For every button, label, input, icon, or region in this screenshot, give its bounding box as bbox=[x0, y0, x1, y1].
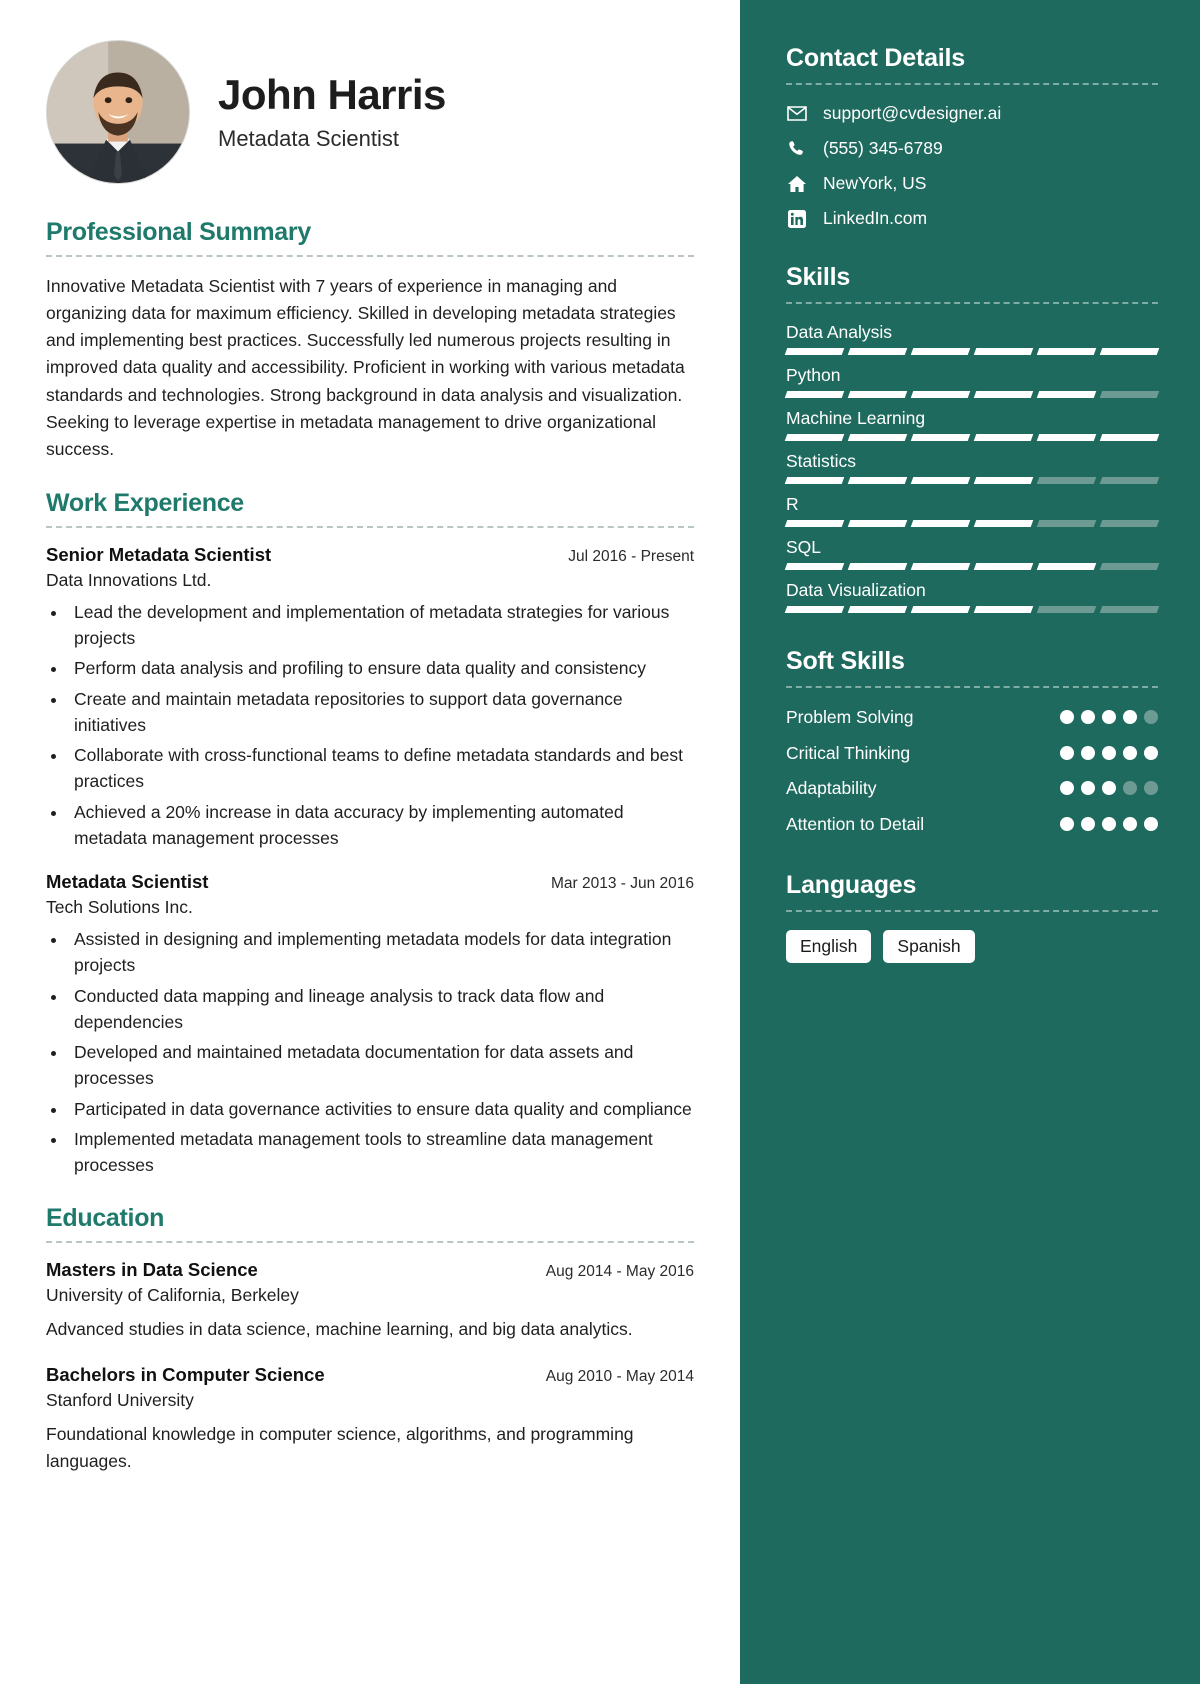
list-item: • Lead the development and implementation of metadata strategies for various projects bbox=[68, 599, 694, 652]
divider bbox=[786, 910, 1158, 912]
skill-level-bar bbox=[786, 477, 1158, 484]
contact-value: (555) 345-6789 bbox=[823, 138, 943, 158]
entry-description: Foundational knowledge in computer science, algorithms, and programming languages. bbox=[46, 1423, 634, 1471]
list-item: • Perform data analysis and profiling to ensure data quality and consistency bbox=[68, 655, 694, 681]
entry-organization: Tech Solutions Inc. bbox=[46, 897, 193, 918]
divider bbox=[786, 83, 1158, 85]
section-professional-summary bbox=[46, 218, 694, 463]
skill-name: Data Visualization bbox=[786, 580, 926, 600]
soft-skill-item bbox=[786, 742, 1158, 766]
entry-title: Metadata Scientist bbox=[46, 871, 209, 893]
list-item: • Implemented metadata management tools to streamline data management processes bbox=[68, 1126, 694, 1179]
education-entry bbox=[46, 1259, 694, 1343]
work-entry bbox=[46, 871, 694, 1178]
skill-name: Machine Learning bbox=[786, 408, 926, 428]
list-item: • Participated in data governance activities to ensure data quality and compliance bbox=[68, 1096, 694, 1122]
section-heading: Education bbox=[46, 1204, 165, 1233]
soft-skill-rating bbox=[1060, 742, 1158, 760]
job-title: Metadata Scientist bbox=[218, 126, 399, 152]
list-item: • Developed and maintained metadata documentation for data assets and processes bbox=[68, 1039, 694, 1092]
skill-level-bar bbox=[786, 520, 1158, 527]
section-heading: Contact Details bbox=[786, 44, 965, 72]
section-heading: Professional Summary bbox=[46, 218, 311, 246]
entry-organization: University of California, Berkeley bbox=[46, 1285, 299, 1306]
entry-header bbox=[46, 871, 694, 893]
home-icon bbox=[786, 175, 808, 193]
skill-name: R bbox=[786, 494, 799, 514]
section-education bbox=[46, 1204, 694, 1474]
section-languages bbox=[786, 871, 1158, 963]
email-icon bbox=[786, 106, 808, 121]
soft-skill-name: Adaptability bbox=[786, 778, 877, 799]
entry-title: Masters in Data Science bbox=[46, 1259, 258, 1281]
section-heading: Languages bbox=[786, 870, 917, 899]
skill-item bbox=[786, 580, 1158, 613]
skill-item bbox=[786, 408, 1158, 441]
soft-skill-name: Critical Thinking bbox=[786, 742, 911, 763]
phone-icon bbox=[786, 140, 808, 158]
entry-organization: Stanford University bbox=[46, 1389, 194, 1410]
skill-item bbox=[786, 537, 1158, 570]
contact-value: support@cvdesigner.ai bbox=[823, 103, 1002, 123]
header-text bbox=[218, 72, 446, 152]
entry-header bbox=[46, 1259, 694, 1281]
skill-name: Data Analysis bbox=[786, 322, 893, 342]
soft-skill-rating bbox=[1060, 706, 1158, 724]
contact-item-email[interactable] bbox=[786, 103, 1158, 124]
soft-skill-item bbox=[786, 706, 1158, 730]
section-heading: Skills bbox=[786, 263, 851, 291]
language-list bbox=[786, 930, 1158, 963]
resume-header bbox=[46, 40, 694, 184]
skill-item bbox=[786, 494, 1158, 527]
entry-header bbox=[46, 544, 694, 566]
soft-skill-name: Attention to Detail bbox=[786, 813, 925, 834]
work-entry bbox=[46, 544, 694, 851]
divider bbox=[46, 255, 694, 257]
list-item: • Conducted data mapping and lineage analysis to track data flow and dependencies bbox=[68, 983, 694, 1036]
language-chip: English bbox=[786, 930, 871, 963]
sidebar bbox=[740, 0, 1200, 1684]
soft-skill-item bbox=[786, 813, 1158, 837]
entry-date: Aug 2014 - May 2016 bbox=[545, 1263, 694, 1281]
education-entry bbox=[46, 1364, 694, 1475]
list-item: • Achieved a 20% increase in data accuracy by implementing automated metadata management processes bbox=[68, 799, 694, 852]
list-item: • Assisted in designing and implementing metadata models for data integration projects bbox=[68, 926, 694, 979]
skill-name: Python bbox=[786, 365, 841, 385]
section-work-experience bbox=[46, 489, 694, 1179]
soft-skill-item bbox=[786, 777, 1158, 801]
page-title: John Harris bbox=[218, 70, 446, 118]
soft-skill-rating bbox=[1060, 813, 1158, 831]
section-heading: Soft Skills bbox=[786, 647, 905, 675]
skill-level-bar bbox=[786, 391, 1158, 398]
skill-item bbox=[786, 365, 1158, 398]
section-contact-details bbox=[786, 44, 1158, 229]
skill-item bbox=[786, 451, 1158, 484]
skill-level-bar bbox=[786, 606, 1158, 613]
language-chip: Spanish bbox=[883, 930, 974, 963]
contact-value: LinkedIn.com bbox=[823, 208, 928, 228]
divider bbox=[786, 686, 1158, 688]
skill-name: SQL bbox=[786, 537, 822, 557]
entry-date: Aug 2010 - May 2014 bbox=[545, 1367, 694, 1385]
soft-skill-rating bbox=[1060, 777, 1158, 795]
contact-item-phone[interactable] bbox=[786, 138, 1158, 159]
contact-value: NewYork, US bbox=[823, 173, 927, 193]
summary-text: Innovative Metadata Scientist with 7 years of experience in managing and organizing data for maximum efficiency. Skilled in developing metadata strategies and implementing best practices. Successfully led numerous projects resulting in improved data quality and accessibility. Proficient in working with various metadata standards and technologies. Strong background in data analysis and visualization. Seeking to leverage expertise in metadata management to drive organizational success. bbox=[46, 276, 685, 459]
entry-date: Mar 2013 - Jun 2016 bbox=[550, 875, 694, 893]
divider bbox=[46, 1241, 694, 1243]
entry-bullets bbox=[68, 926, 694, 1178]
divider bbox=[786, 302, 1158, 304]
skill-name: Statistics bbox=[786, 451, 857, 471]
entry-organization: Data Innovations Ltd. bbox=[46, 569, 212, 590]
entry-date: Jul 2016 - Present bbox=[568, 547, 694, 565]
entry-description: Advanced studies in data science, machine learning, and big data analytics. bbox=[46, 1319, 633, 1340]
skill-level-bar bbox=[786, 434, 1158, 441]
skill-level-bar bbox=[786, 348, 1158, 355]
entry-title: Senior Metadata Scientist bbox=[46, 543, 272, 565]
section-skills bbox=[786, 263, 1158, 613]
entry-title: Bachelors in Computer Science bbox=[46, 1363, 325, 1385]
contact-item-linkedin[interactable] bbox=[786, 208, 1158, 229]
entry-bullets bbox=[68, 599, 694, 851]
linkedin-icon bbox=[786, 210, 808, 228]
list-item: • Collaborate with cross-functional teams to define metadata standards and best practices bbox=[68, 742, 694, 795]
avatar bbox=[46, 40, 190, 184]
divider bbox=[46, 526, 694, 528]
skill-level-bar bbox=[786, 563, 1158, 570]
contact-item-location[interactable] bbox=[786, 173, 1158, 194]
section-soft-skills bbox=[786, 647, 1158, 837]
skill-item bbox=[786, 322, 1158, 355]
entry-header bbox=[46, 1364, 694, 1386]
soft-skill-name: Problem Solving bbox=[786, 707, 914, 727]
section-heading: Work Experience bbox=[46, 488, 244, 517]
list-item: • Create and maintain metadata repositories to support data governance initiatives bbox=[68, 686, 694, 739]
